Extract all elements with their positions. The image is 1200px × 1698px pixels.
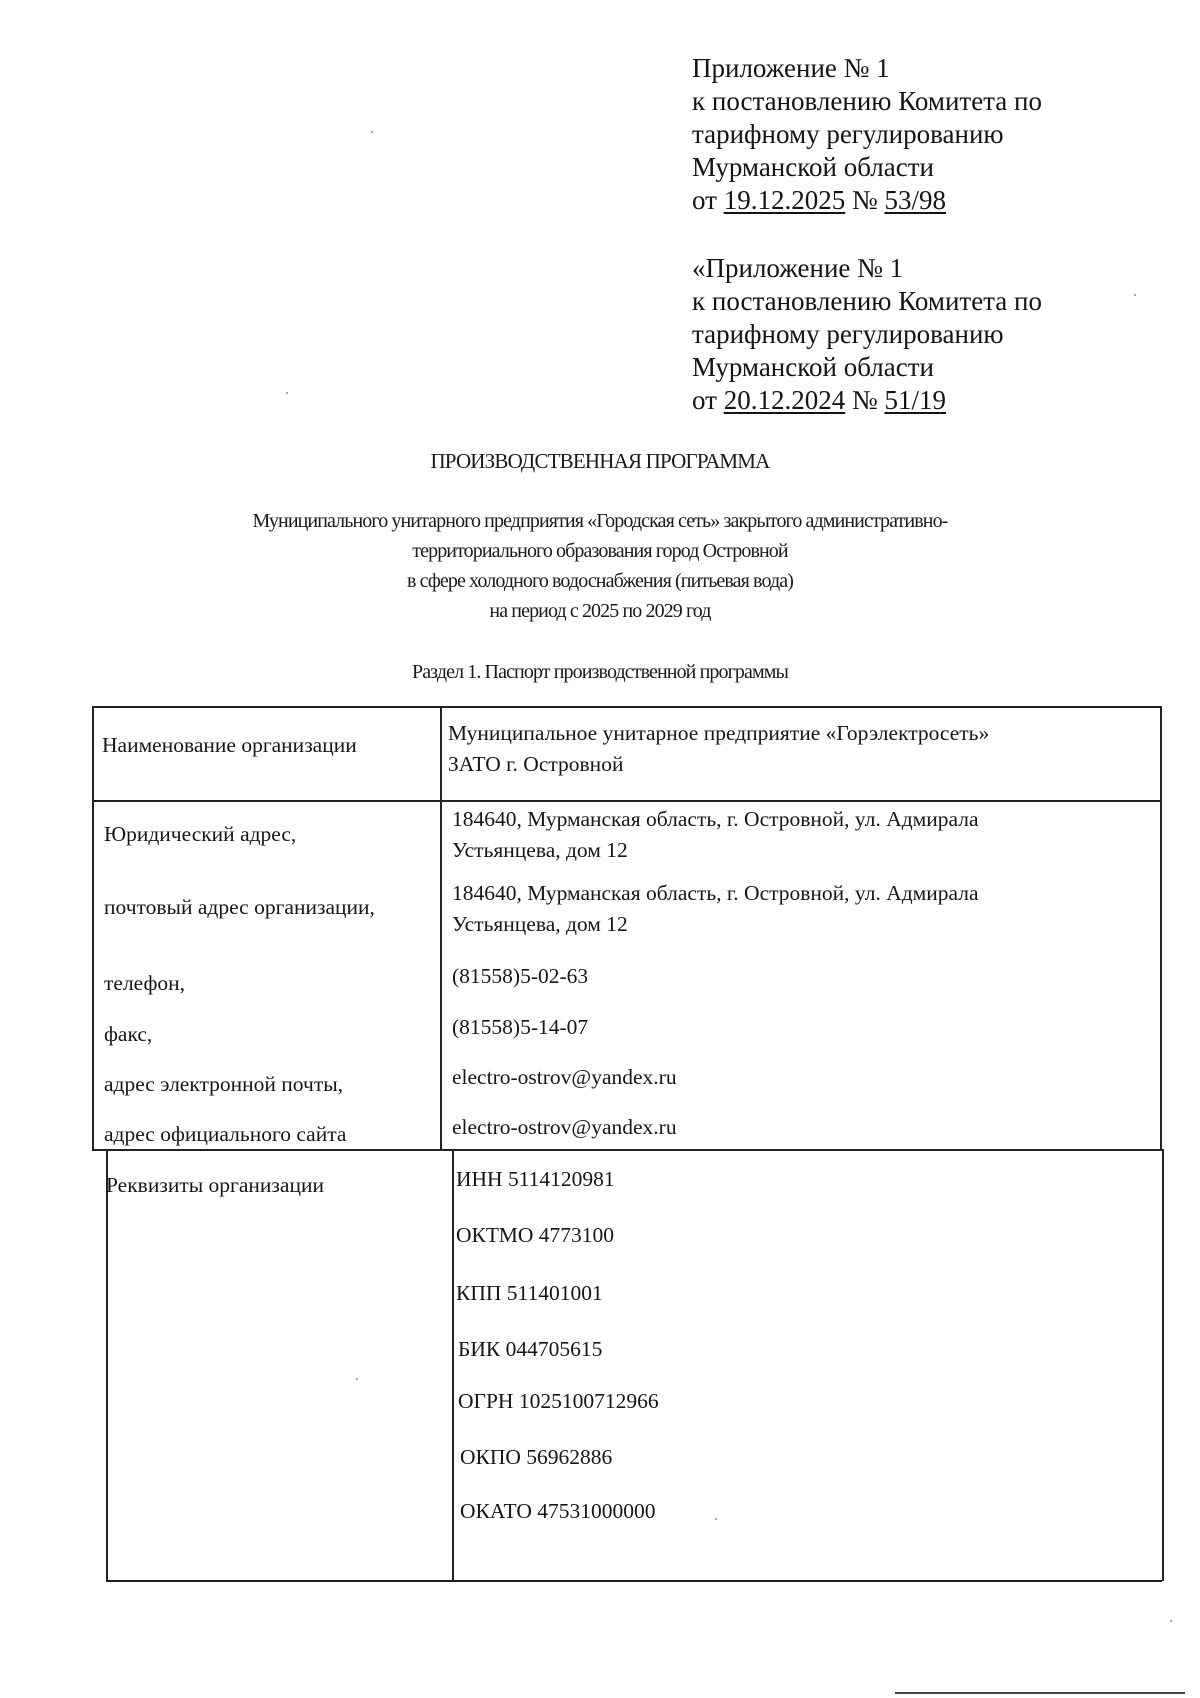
subtitle-line: на период с 2025 по 2029 год	[489, 600, 711, 622]
appendix-line: тарифному регулированию	[692, 119, 1004, 149]
table-column-divider	[440, 706, 442, 1150]
phone-value: (81558)5-02-63	[452, 964, 589, 988]
legal-address-label: Юридический адрес,	[104, 822, 297, 846]
document-subtitle	[150, 506, 1050, 626]
requisites-label: Реквизиты организации	[106, 1173, 324, 1197]
email-label: адрес электронной почты,	[104, 1072, 344, 1096]
scan-speck	[286, 392, 288, 394]
appendix-date-line	[692, 384, 1042, 417]
resolution-date: 20.12.2024	[723, 385, 846, 415]
legal-address-line: 184640, Мурманская область, г. Островной, ул. Адмирала	[452, 807, 979, 831]
requisite-okpo: ОКПО 56962886	[460, 1445, 613, 1469]
number-prefix: №	[845, 385, 885, 415]
scan-speck	[356, 1378, 358, 1380]
legal-address-line: Устьянцева, дом 12	[452, 838, 628, 862]
requisite-inn: ИНН 5114120981	[456, 1167, 615, 1191]
fax-label: факс,	[104, 1022, 153, 1046]
appendix-line: Мурманской области	[692, 352, 934, 382]
appendix-line: к постановлению Комитета по	[692, 286, 1042, 316]
requisite-kpp: КПП 511401001	[456, 1281, 603, 1305]
section-heading: Раздел 1. Паспорт производственной программы	[411, 661, 789, 683]
appendix-line: «Приложение № 1	[692, 253, 904, 283]
scan-speck	[371, 131, 373, 133]
scan-speck	[715, 1518, 717, 1520]
subtitle-line: территориального образования город Островной	[412, 540, 788, 562]
subtitle-line: в сфере холодного водоснабжения (питьевая вода)	[406, 570, 794, 592]
resolution-number: 53/98	[884, 185, 946, 215]
date-prefix: от	[692, 185, 724, 215]
appendix-header-previous	[692, 252, 1042, 417]
table-border-bottom	[106, 1580, 1162, 1582]
org-name-line: Муниципальное унитарное предприятие «Горэлектросеть»	[448, 721, 990, 745]
table-row-divider	[92, 800, 1160, 802]
appendix-line: к постановлению Комитета по	[692, 86, 1042, 116]
table-column-divider	[452, 1149, 454, 1581]
org-name-line: ЗАТО г. Островной	[448, 752, 624, 776]
email-value: electro-ostrov@yandex.ru	[452, 1065, 677, 1089]
postal-address-line: Устьянцева, дом 12	[452, 912, 628, 936]
resolution-number: 51/19	[884, 385, 946, 415]
phone-label: телефон,	[104, 971, 186, 995]
scan-speck	[1170, 1620, 1172, 1622]
scan-speck	[1134, 294, 1136, 296]
requisite-okato: ОКАТО 47531000000	[460, 1499, 656, 1523]
website-label: адрес официального сайта	[104, 1122, 347, 1146]
appendix-header-current	[692, 52, 1042, 217]
legal-address-value	[452, 804, 979, 866]
requisite-ogrn: ОГРН 1025100712966	[458, 1389, 659, 1413]
org-name-value	[448, 718, 989, 780]
date-prefix: от	[692, 385, 724, 415]
bottom-edge-line	[895, 1692, 1185, 1694]
appendix-date-line	[692, 184, 1042, 217]
website-value: electro-ostrov@yandex.ru	[452, 1115, 677, 1139]
subtitle-line: Муниципального унитарного предприятия «Городская сеть» закрытого административно-	[252, 510, 948, 532]
org-name-label: Наименование организации	[102, 733, 357, 757]
resolution-date: 19.12.2025	[723, 185, 846, 215]
table-border-top	[92, 706, 1160, 708]
table-border-right	[1162, 1149, 1164, 1581]
table-border-left	[106, 1149, 108, 1581]
number-prefix: №	[845, 185, 885, 215]
passport-table	[92, 706, 1162, 1581]
postal-address-value	[452, 878, 979, 940]
appendix-line: Приложение № 1	[692, 53, 890, 83]
postal-address-label: почтовый адрес организации,	[104, 895, 375, 919]
requisite-bik: БИК 044705615	[458, 1337, 603, 1361]
document-title: ПРОИЗВОДСТВЕННАЯ ПРОГРАММА	[430, 449, 770, 473]
postal-address-line: 184640, Мурманская область, г. Островной, ул. Адмирала	[452, 881, 979, 905]
fax-value: (81558)5-14-07	[452, 1015, 589, 1039]
appendix-line: тарифному регулированию	[692, 319, 1004, 349]
table-border-left	[92, 706, 94, 1150]
requisite-oktmo: ОКТМО 4773100	[456, 1223, 614, 1247]
appendix-line: Мурманской области	[692, 152, 934, 182]
table-border-right	[1160, 706, 1162, 1150]
